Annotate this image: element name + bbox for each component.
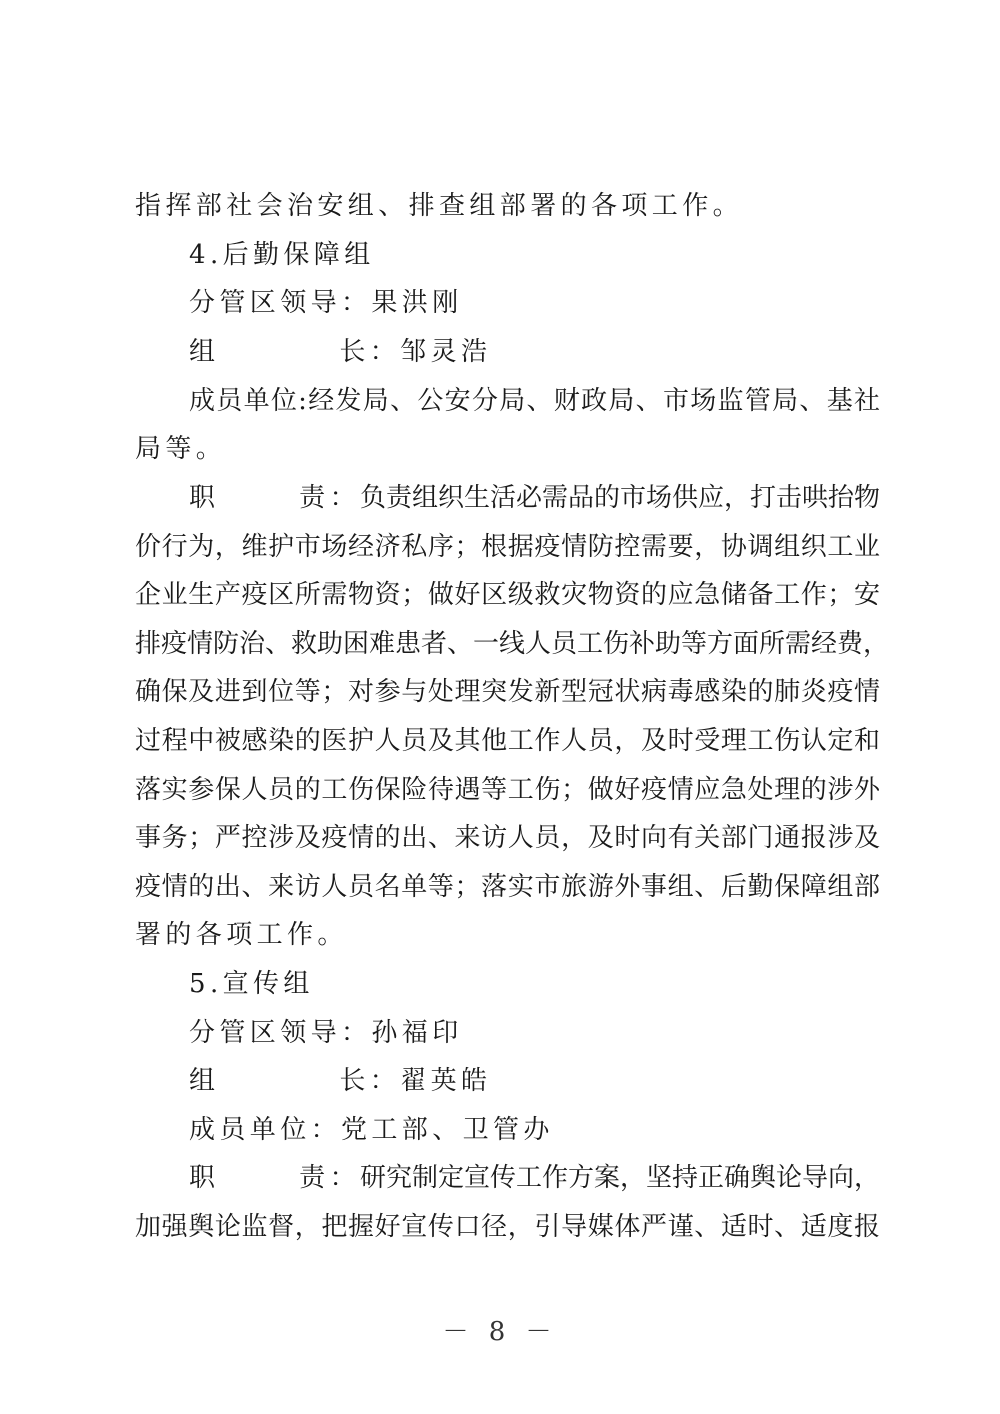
section-heading-logistics-group: 4.后勤保障组 [189,240,375,270]
logistics-member-units: 成员单位:经发局、公安分局、财政局、市场监管局、基社 [189,386,880,416]
label-group: 组 [189,337,220,367]
logistics-duties-line-1 [189,478,880,518]
logistics-duties-line-10: 署的各项工作。 [135,920,348,950]
paragraph-line-continuation: 指挥部社会治安组、排查组部署的各项工作。 [135,191,744,221]
logistics-duties-line-9: 疫情的出、来访人员名单等；落实市旅游外事组、后勤保障组部 [135,872,880,902]
label-responsibility: 责： [299,1163,360,1193]
logistics-duties-line-8: 事务；严控涉及疫情的出、来访人员，及时向有关部门通报涉及 [135,823,880,853]
page-number: － 8 － [442,1317,558,1347]
label-leader: 长： [339,337,401,367]
publicity-duties-line-1 [189,1158,880,1198]
duties-text: 研究制定宣传工作方案，坚持正确舆论导向， [359,1163,880,1193]
group-leader-name: 邹灵浩 [400,337,492,367]
logistics-member-units-continued: 局等。 [135,434,227,464]
publicity-district-leader: 分管区领导：孙福印 [189,1018,463,1048]
logistics-district-leader: 分管区领导：果洪刚 [189,288,463,318]
group-leader-name: 翟英皓 [400,1066,492,1096]
logistics-duties-line-5: 确保及进到位等；对参与处理突发新型冠状病毒感染的肺炎疫情 [135,677,880,707]
duties-text: 负责组织生活必需品的市场供应，打击哄抬物 [359,483,880,513]
logistics-duties-line-4: 排疫情防治、救助困难患者、一线人员工伤补助等方面所需经费， [135,629,890,659]
publicity-member-units: 成员单位：党工部、卫管办 [189,1115,554,1145]
label-responsibility: 责： [299,483,360,513]
logistics-duties-line-2: 价行为，维护市场经济私序；根据疫情防控需要，协调组织工业 [135,532,880,562]
section-heading-publicity-group: 5.宣传组 [189,969,314,999]
logistics-duties-line-7: 落实参保人员的工伤保险待遇等工伤；做好疫情应急处理的涉外 [135,775,880,805]
label-duty: 职 [189,1163,220,1193]
logistics-duties-line-6: 过程中被感染的医护人员及其他工作人员，及时受理工伤认定和 [135,726,880,756]
label-group: 组 [189,1066,220,1096]
publicity-duties-line-2: 加强舆论监督，把握好宣传口径，引导媒体严谨、适时、适度报 [135,1212,880,1242]
logistics-duties-line-3: 企业生产疫区所需物资；做好区级救灾物资的应急储备工作；安 [135,580,880,610]
publicity-group-leader [189,1061,880,1101]
label-leader: 长： [339,1066,401,1096]
label-duty: 职 [189,483,220,513]
logistics-group-leader [189,332,880,372]
